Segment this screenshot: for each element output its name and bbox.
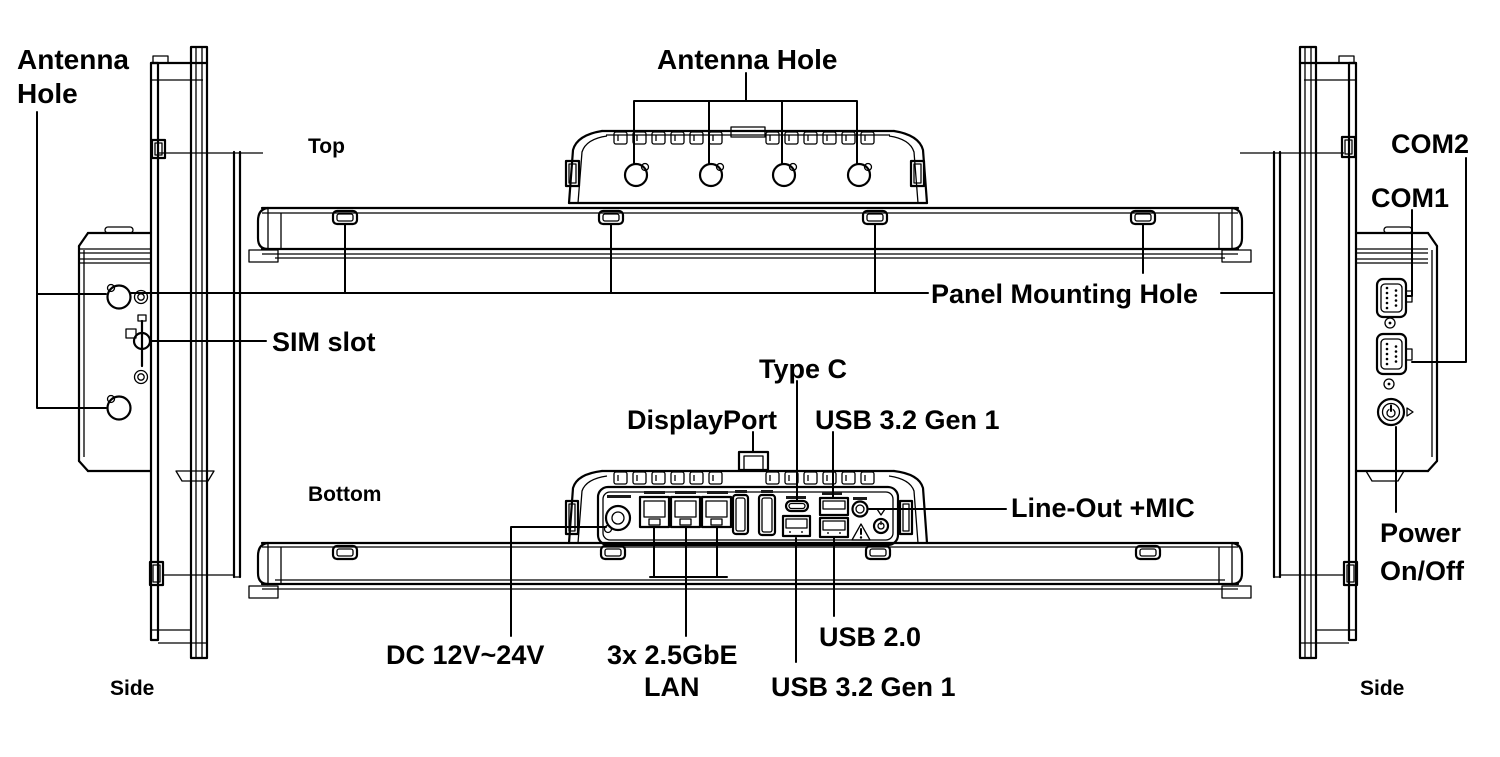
- mount-tabs-bottom: [333, 546, 1160, 559]
- displayport-2: [759, 490, 775, 535]
- label-displayport: DisplayPort: [627, 405, 778, 435]
- label-antenna-hole-left-line1: Antenna: [17, 44, 129, 75]
- displayport-1: [733, 490, 748, 534]
- label-power-line1: Power: [1380, 518, 1462, 548]
- caption-top-view: Top: [308, 135, 345, 158]
- rear-box-left: [79, 227, 214, 481]
- label-antenna-hole-top: Antenna Hole: [657, 44, 838, 75]
- label-antenna-hole-left-line2: Hole: [17, 78, 78, 109]
- io-ports: [605, 490, 889, 540]
- antenna-hole-icon: [108, 397, 131, 420]
- label-com1: COM1: [1371, 183, 1450, 213]
- caption-bottom-view: Bottom: [308, 483, 382, 506]
- label-sim-slot: SIM slot: [272, 327, 376, 357]
- box-foot-left: [176, 471, 214, 481]
- antenna-hole-icon: [625, 164, 647, 186]
- label-line-out-mic: Line-Out +MIC: [1011, 493, 1195, 523]
- antenna-hole-icon: [848, 164, 870, 186]
- power-button-icon: [1378, 399, 1413, 425]
- label-lan-line1: 3x 2.5GbE: [607, 640, 738, 670]
- label-type-c: Type C: [759, 354, 848, 384]
- label-com2: COM2: [1391, 129, 1470, 159]
- panel-back-column: [191, 47, 207, 658]
- top-view: [249, 127, 1251, 262]
- usb32-gen1-port: [783, 516, 810, 536]
- side-clip-icon: [911, 161, 924, 186]
- flange-foot: [1222, 586, 1251, 598]
- label-usb32-gen1-bottom: USB 3.2 Gen 1: [771, 672, 956, 702]
- panel-back-column: [1300, 47, 1316, 658]
- label-lan-line2: LAN: [644, 672, 700, 702]
- db9-connector-com1: [1377, 279, 1412, 328]
- antenna-hole-icon: [700, 164, 722, 186]
- mounting-flange-bottom: [249, 543, 1251, 598]
- vent-slots-bottom: [614, 472, 874, 484]
- usb20-port: [820, 518, 848, 537]
- antenna-hole-icon: [108, 286, 131, 309]
- box-foot-right: [1366, 471, 1404, 481]
- label-usb32-gen1-top: USB 3.2 Gen 1: [815, 405, 1000, 435]
- bottom-view: [249, 452, 1251, 598]
- mounting-flange-top: [249, 208, 1251, 262]
- callout-leaders: [37, 73, 1466, 662]
- lan-port-2: [671, 491, 700, 527]
- caption-side-right: Side: [1360, 677, 1405, 700]
- flange-foot: [249, 250, 278, 262]
- grommet-icon: [135, 371, 148, 384]
- side-view-left: [79, 47, 263, 658]
- lan-port-3: [702, 491, 731, 527]
- caption-side-left: Side: [110, 677, 155, 700]
- antenna-holes-top: [625, 164, 872, 187]
- warning-icon: [852, 524, 870, 540]
- label-power-line2: On/Off: [1380, 556, 1464, 586]
- vent-slots-top: [614, 132, 874, 144]
- antenna-hole-icon: [773, 164, 795, 186]
- flange-foot: [249, 586, 278, 598]
- leader-antenna-top: [634, 73, 857, 164]
- dc-jack: [605, 495, 632, 533]
- label-dc-power: DC 12V~24V: [386, 640, 545, 670]
- db9-connector-com2: [1377, 334, 1412, 389]
- audio-jack: [853, 497, 868, 517]
- leader-antenna-left: [37, 112, 106, 408]
- side-clip-icon: [900, 501, 912, 534]
- lan-port-1: [640, 491, 669, 527]
- label-panel-mounting-hole: Panel Mounting Hole: [931, 279, 1198, 309]
- label-usb20: USB 2.0: [819, 622, 922, 652]
- sim-slot-icon: [126, 315, 150, 366]
- remote-power-icon: [874, 509, 888, 533]
- flange-foot: [1222, 250, 1251, 262]
